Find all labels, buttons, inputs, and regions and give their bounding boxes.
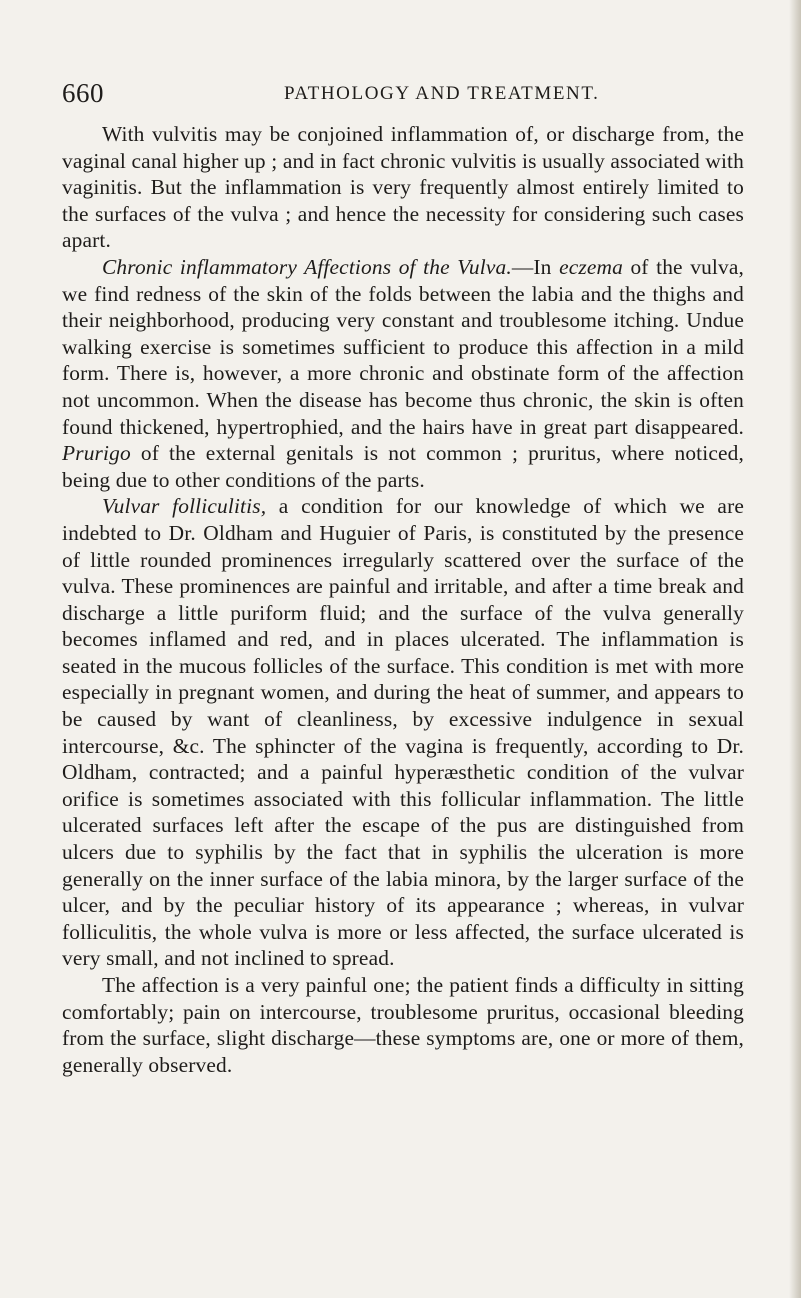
term-vulvar-folliculitis: Vulvar folliculitis, bbox=[102, 494, 267, 519]
paragraph-symptoms: The affection is a very painful one; the patient finds a difficulty in sitting comfortably; pain on intercourse, troublesome pruritus, occasional bleeding from the surface, slight discharge—these symptoms are, one or more of them, generally observed. bbox=[62, 973, 744, 1077]
section-heading-chronic-affections: Chronic inflammatory Affections of the Vulva. bbox=[102, 254, 512, 279]
folliculitis-description: a condition for our knowledge of which we are indebted to Dr. Oldham and Huguier of Paris, is constituted by the presence of little rounded prominences irregularly scattered over the surface of the vulva. These prominences are painful and irritable, and after a time break and discharge a little puriform fluid; and the surface of the vulva generally becomes inflamed and red, and in places ulcerated. The inflammation is seated in the mucous follicles of the surface. This condition is met with more especially in pregnant women, and during the heat of summer, and appears to be caused by want of cleanliness, by excessive indulgence in sexual intercourse, &c. The sphincter of the vagina is frequently, according to Dr. Oldham, contracted; and a painful hyperæsthetic condition of the vulvar orifice is sometimes associated with this follicular inflammation. The little ulcerated surfaces left after the escape of the pus are distinguished from ulcers due to syphilis by the fact that in syphilis the ulceration is more generally on the inner surface of the labia minora, by the larger surface of the ulcer, and by the peculiar history of its appearance ; whereas, in vulvar folliculitis, the whole vulva is more or less affected, the surface ulcerated is very small, and not inclined to spread. bbox=[62, 494, 744, 971]
paragraph-chronic-affections bbox=[62, 254, 744, 493]
paragraph-vulvar-folliculitis bbox=[62, 493, 744, 972]
paragraph-vulvitis-intro: With vulvitis may be conjoined inflammation of, or discharge from, the vaginal canal higher up ; and in fact chronic vulvitis is usually associated with vaginitis. But the inflammation is very frequently almost entirely limited to the surfaces of the vulva ; and hence the necessity for considering such cases apart. bbox=[62, 122, 744, 253]
body-text bbox=[62, 121, 744, 1078]
page-edge-shadow bbox=[789, 0, 801, 1298]
heading-dash: —In bbox=[511, 254, 560, 279]
page-number: 660 bbox=[62, 78, 104, 108]
term-eczema: eczema bbox=[559, 254, 623, 279]
term-prurigo: Prurigo bbox=[62, 441, 131, 466]
eczema-description: of the vulva, we find redness of the skin of the folds between the labia and the thighs and their neighborhood, producing very constant and troublesome itching. Undue walking exercise is sometimes sufficient to produce this affection in a mild form. There is, however, a more chronic and obstinate form of the affection not uncommon. When the disease has become thus chronic, the skin is often found thickened, hypertrophied, and the hairs have in great part disappeared. bbox=[62, 254, 745, 439]
running-head: PATHOLOGY AND TREATMENT. bbox=[284, 83, 600, 104]
prurigo-description: of the external genitals is not common ; pruritus, where noticed, being due to other conditions of the parts. bbox=[62, 441, 744, 492]
page-header bbox=[62, 78, 742, 108]
